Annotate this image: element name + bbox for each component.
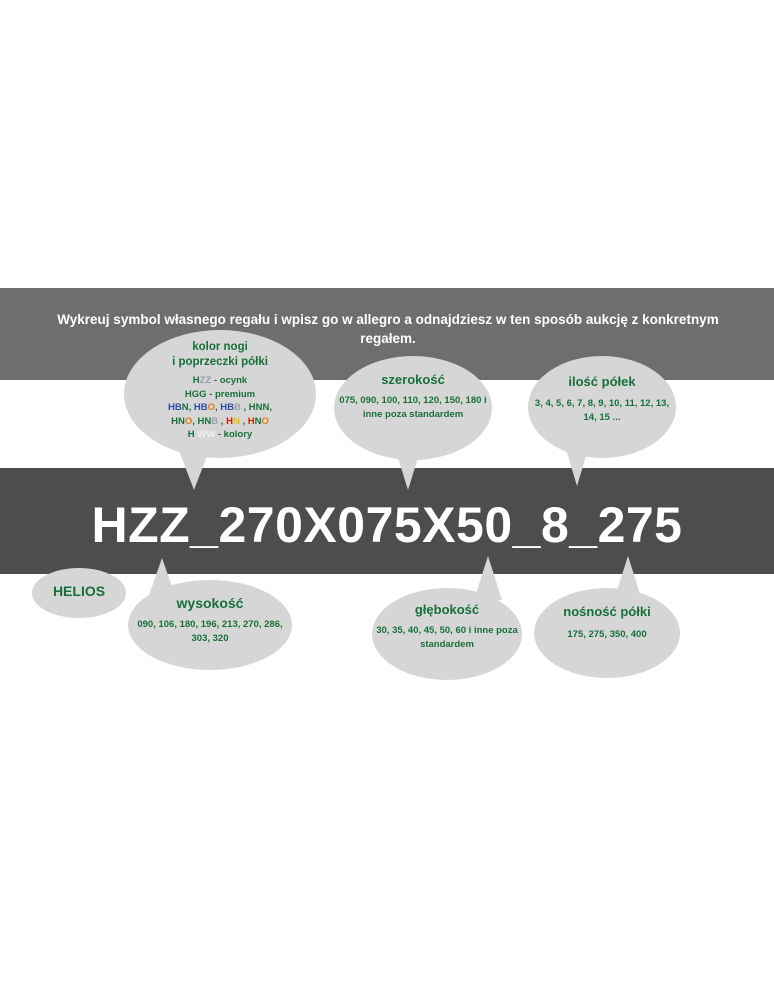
leg-color-line-2: HGG - premium <box>184 388 256 400</box>
leg-color-line-4: HNO, HNB , HN , HNO <box>171 415 269 427</box>
callout-depth-body: 30, 35, 40, 45, 50, 60 i inne poza standardem <box>376 625 518 650</box>
callout-leg-color-title-1: kolor nogi <box>192 341 248 353</box>
callout-shelf-count-title: ilość półek <box>568 374 636 389</box>
leg-color-line-3: HBN, HBO, HBB , HNN, <box>167 402 273 413</box>
callout-depth <box>372 588 522 680</box>
callout-brand-title: HELIOS <box>52 583 106 599</box>
callout-shelf-load-title: nośność półki <box>563 604 651 619</box>
callout-height-body: 090, 106, 180, 196, 213, 270, 286, 303, 320 <box>137 619 283 644</box>
callout-shelf-count-body: 3, 4, 5, 6, 7, 8, 9, 10, 11, 12, 13, 14, 15 ... <box>534 398 670 423</box>
callout-brand <box>32 568 126 618</box>
callout-shelf-load <box>534 588 680 678</box>
callout-shelf-count <box>528 356 676 458</box>
leg-color-line-5: H WW - kolory <box>187 429 253 440</box>
callout-leg-color-lines <box>124 374 316 442</box>
callout-width-title: szerokość <box>381 372 445 387</box>
callout-height <box>128 580 292 670</box>
callout-shelf-load-body: 175, 275, 350, 400 <box>567 629 647 640</box>
callout-leg-color-title-2: i poprzeczki półki <box>172 356 268 368</box>
instruction-text: Wykreuj symbol własnego regału i wpisz go w allegro a odnajdziesz w ten sposób aukcję z konkretnym regałem. <box>57 312 719 346</box>
leg-color-line-1: HZZ - ocynk <box>192 375 248 386</box>
callout-width <box>334 356 492 460</box>
callout-depth-title: głębokość <box>414 602 480 617</box>
callout-width-body: 075, 090, 100, 110, 120, 150, 180 i inne poza standardem <box>339 395 487 420</box>
callout-leg-color <box>124 330 316 458</box>
callout-height-title: wysokość <box>176 595 244 611</box>
product-code-label: HZZ_270X075X50_8_275 <box>91 497 683 553</box>
